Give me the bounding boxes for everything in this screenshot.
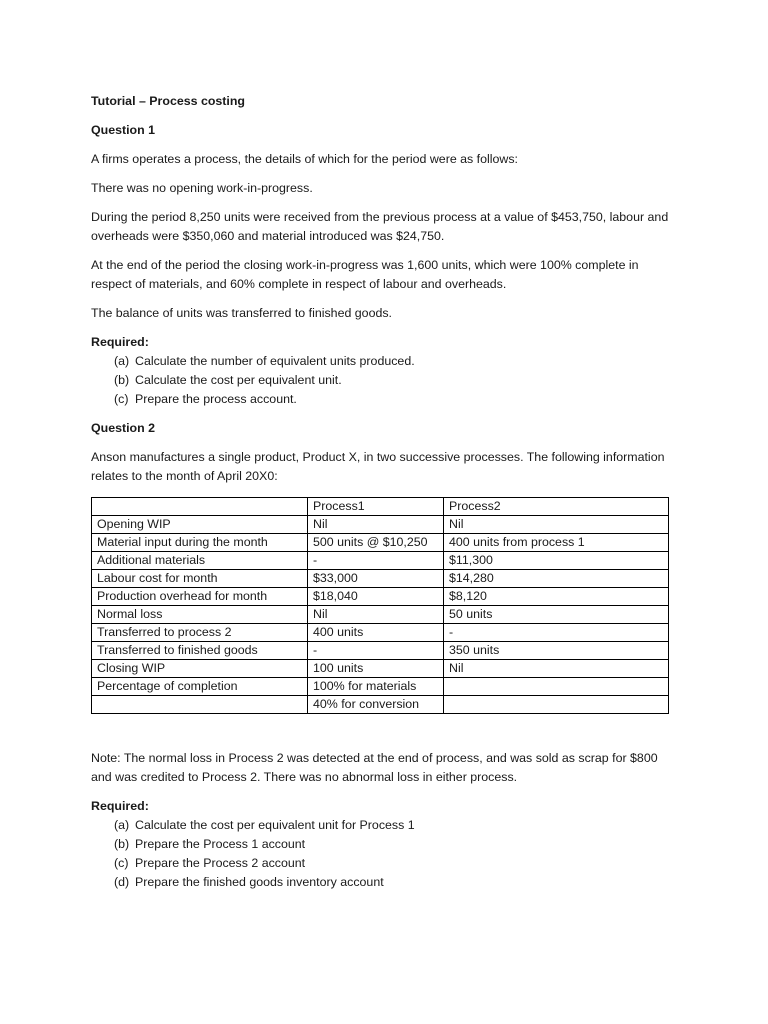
table-cell: -: [308, 552, 444, 570]
document-title: Tutorial – Process costing: [91, 94, 246, 108]
task-label: (d): [114, 875, 130, 889]
task-label: (a): [114, 354, 130, 368]
column-header-process1: Process1: [308, 498, 444, 516]
table-cell: 40% for conversion: [308, 696, 444, 714]
table-cell: Nil: [444, 516, 669, 534]
table-cell: Production overhead for month: [92, 588, 308, 606]
table-cell: $18,040: [308, 588, 444, 606]
task-text: Prepare the finished goods inventory account: [135, 875, 384, 889]
table-row: [92, 606, 669, 624]
table-row: [92, 642, 669, 660]
table-cell: Labour cost for month: [92, 570, 308, 588]
q2-task-list: [91, 816, 681, 892]
q1-paragraph: During the period 8,250 units were received from the previous process at a value of $453,750, labour and overheads were $350,060 and material introduced was $24,750.: [91, 210, 669, 243]
list-item: [114, 854, 681, 873]
table-cell: 100% for materials: [308, 678, 444, 696]
table-cell: $14,280: [444, 570, 669, 588]
table-cell: [444, 696, 669, 714]
table-row: [92, 534, 669, 552]
table-cell: 350 units: [444, 642, 669, 660]
table-cell: [92, 498, 308, 516]
table-row: [92, 588, 669, 606]
table-cell: 400 units: [308, 624, 444, 642]
task-text: Calculate the number of equivalent units produced.: [135, 354, 415, 368]
q1-paragraph: The balance of units was transferred to finished goods.: [91, 306, 392, 320]
table-cell: $8,120: [444, 588, 669, 606]
table-row: [92, 696, 669, 714]
q2-note: Note: The normal loss in Process 2 was detected at the end of process, and was sold as scrap for $800 and was credited to Process 2. There was no abnormal loss in either process.: [91, 751, 658, 784]
question-2-heading: Question 2: [91, 421, 156, 435]
table-cell: 50 units: [444, 606, 669, 624]
table-row: [92, 624, 669, 642]
list-item: [114, 835, 681, 854]
table-cell: Transferred to process 2: [92, 624, 308, 642]
table-cell: $33,000: [308, 570, 444, 588]
table-row: [92, 552, 669, 570]
table-cell: Normal loss: [92, 606, 308, 624]
table-row: [92, 570, 669, 588]
list-item: [114, 371, 681, 390]
table-cell: 400 units from process 1: [444, 534, 669, 552]
task-label: (a): [114, 818, 130, 832]
task-label: (b): [114, 837, 130, 851]
q1-paragraph: A firms operates a process, the details of which for the period were as follows:: [91, 152, 518, 166]
table-cell: $11,300: [444, 552, 669, 570]
task-text: Calculate the cost per equivalent unit for Process 1: [135, 818, 415, 832]
task-text: Prepare the Process 1 account: [135, 837, 306, 851]
table-row: [92, 678, 669, 696]
table-cell: Nil: [444, 660, 669, 678]
table-cell: Nil: [308, 516, 444, 534]
task-text: Prepare the process account.: [135, 392, 297, 406]
q2-required-label: Required:: [91, 799, 149, 813]
task-text: Prepare the Process 2 account: [135, 856, 306, 870]
table-cell: Additional materials: [92, 552, 308, 570]
q1-paragraph: There was no opening work-in-progress.: [91, 181, 313, 195]
task-label: (c): [114, 392, 129, 406]
table-cell: [92, 696, 308, 714]
table-cell: 100 units: [308, 660, 444, 678]
table-header-row: [92, 498, 669, 516]
list-item: [114, 816, 681, 835]
table-cell: 500 units @ $10,250: [308, 534, 444, 552]
list-item: [114, 390, 681, 409]
q1-required-label: Required:: [91, 335, 149, 349]
document-page: [91, 92, 681, 892]
question-1-heading: Question 1: [91, 123, 156, 137]
task-text: Calculate the cost per equivalent unit.: [135, 373, 342, 387]
table-cell: Closing WIP: [92, 660, 308, 678]
task-label: (b): [114, 373, 130, 387]
q2-intro: Anson manufactures a single product, Product X, in two successive processes. The following information relates to the month of April 20X0:: [91, 450, 665, 483]
process-data-table: [91, 497, 669, 714]
list-item: [114, 873, 681, 892]
table-row: [92, 516, 669, 534]
table-row: [92, 660, 669, 678]
table-cell: Material input during the month: [92, 534, 308, 552]
table-cell: -: [308, 642, 444, 660]
table-cell: Transferred to finished goods: [92, 642, 308, 660]
table-cell: -: [444, 624, 669, 642]
list-item: [114, 352, 681, 371]
q1-paragraph: At the end of the period the closing work-in-progress was 1,600 units, which were 100% complete in respect of materials, and 60% complete in respect of labour and overheads.: [91, 258, 639, 291]
column-header-process2: Process2: [444, 498, 669, 516]
q1-task-list: [91, 352, 681, 409]
task-label: (c): [114, 856, 129, 870]
table-cell: [444, 678, 669, 696]
table-cell: Percentage of completion: [92, 678, 308, 696]
table-cell: Nil: [308, 606, 444, 624]
table-cell: Opening WIP: [92, 516, 308, 534]
